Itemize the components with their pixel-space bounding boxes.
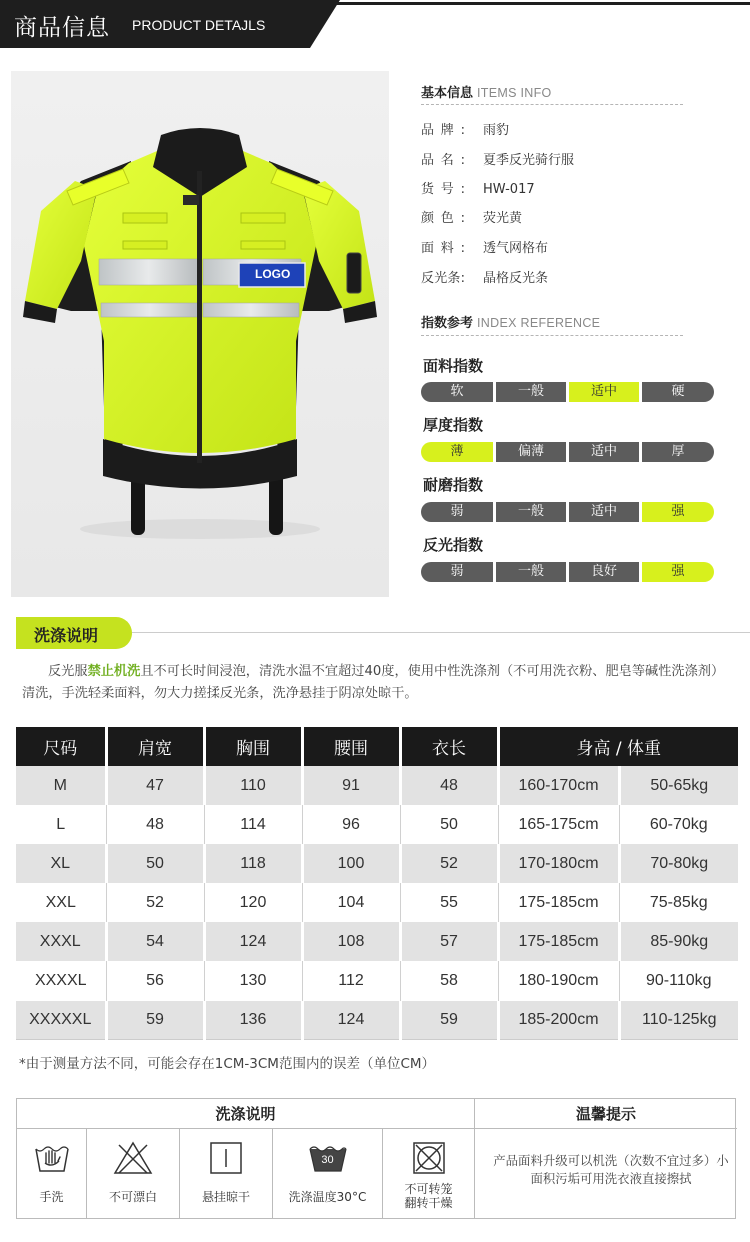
care-item-label: 手洗 [39,1190,64,1204]
table-cell: 58 [400,961,498,1000]
table-cell: 75-85kg [619,883,738,922]
table-cell: 96 [302,805,400,844]
index-option-selected: 适中 [569,382,639,402]
header-size: 尺码 [16,727,106,766]
care-item-label-line2: 翻转干燥 [404,1196,453,1210]
index-option: 适中 [569,502,639,522]
table-cell: 59 [400,1001,498,1040]
table-cell: 185-200cm [498,1001,619,1040]
index-option: 弱 [421,562,493,582]
index-reference-divider [421,335,683,336]
table-cell: 47 [106,766,204,805]
line-dry-icon [209,1141,243,1175]
washing-text-after: 且不可长时间浸泡，清洗水温不宜超过40度，使用中性洗涤剂（不可用洗衣粉、肥皂等碱性洗涤剂）清洗，手洗轻柔面料，勿大力搓揉反光条，洗净悬挂于阴凉处晾干。 [22,664,725,701]
page-title: 商品信息 [14,15,110,41]
info-value: HW-017 [483,182,535,197]
table-cell: 108 [302,922,400,961]
no-bleach-icon [113,1141,153,1175]
table-cell: 70-80kg [619,844,738,883]
table-cell: 118 [204,844,302,883]
page-header [0,0,750,48]
hand-wash-icon [34,1141,70,1175]
index-option-selected: 强 [642,502,714,522]
table-cell: 90-110kg [619,961,738,1000]
info-value: 晶格反光条 [483,271,549,286]
table-cell: 130 [204,961,302,1000]
info-value: 透气网格布 [483,241,549,256]
table-cell: 59 [106,1001,204,1040]
table-cell: L [16,805,106,844]
table-cell: 160-170cm [498,766,619,805]
index-reference-title: 指数参考 [421,316,474,331]
care-item-no-bleach [87,1129,180,1218]
info-row-reflective [421,267,548,286]
table-cell: 56 [106,961,204,1000]
info-row-color [421,207,522,226]
table-cell: 124 [302,1001,400,1040]
page-subtitle: PRODUCT DETAJLS [132,17,266,33]
index-option: 一般 [496,382,566,402]
care-tip-text: 产品面料升级可以机洗（次数不宜过多）小面积污垢可用洗衣液直接擦拭 [493,1153,729,1186]
table-cell: 120 [204,883,302,922]
index-option: 硬 [642,382,714,402]
table-cell: 50 [400,805,498,844]
measurement-note: *由于测量方法不同，可能会存在1CM-3CM范围内的误差（单位CM） [19,1056,436,1072]
info-value: 夏季反光骑行服 [483,153,575,168]
washing-divider [132,632,750,633]
header-chest: 胸围 [204,727,302,766]
care-item-hand-wash [17,1129,87,1218]
index-bar-thickness [421,442,719,462]
basic-info-heading [421,82,552,101]
table-cell: 50-65kg [619,766,738,805]
info-key: 品牌: [421,123,465,138]
table-cell: 91 [302,766,400,805]
table-row [16,883,738,922]
table-cell: 52 [400,844,498,883]
index-bar-reflective [421,562,719,582]
care-table [16,1098,736,1219]
logo-patch-text: LOGO [255,267,291,281]
care-item-label: 悬挂晾干 [201,1190,250,1204]
washing-text [22,661,734,705]
table-cell: 54 [106,922,204,961]
index-reference-title-en: INDEX REFERENCE [477,316,601,330]
table-row [16,922,738,961]
table-row [16,844,738,883]
table-cell: 57 [400,922,498,961]
index-option: 软 [421,382,493,402]
table-cell: 48 [400,766,498,805]
index-option: 弱 [421,502,493,522]
care-item-line-dry [180,1129,273,1218]
index-option: 厚 [642,442,714,462]
table-cell: 165-175cm [498,805,619,844]
care-item-label: 不可转笼 [404,1182,453,1196]
info-key: 反光条: [421,271,465,286]
index-option: 一般 [496,502,566,522]
table-cell: M [16,766,106,805]
header-length: 衣长 [400,727,498,766]
product-image [11,71,389,597]
basic-info-title-en: ITEMS INFO [477,86,552,100]
table-row [16,805,738,844]
index-group-title: 耐磨指数 [423,476,484,494]
index-option: 适中 [569,442,639,462]
washing-title: 洗涤说明 [34,626,99,645]
info-row-sku [421,178,535,197]
care-item-wash-temp [273,1129,383,1218]
care-item-no-tumble [383,1129,475,1218]
header-divider [310,2,750,5]
index-bar-wear [421,502,719,522]
info-key: 品名: [421,153,465,168]
table-cell: 114 [204,805,302,844]
care-tips-title: 温馨提示 [475,1099,737,1129]
table-cell: XXXXXL [16,1001,106,1040]
table-cell: 110 [204,766,302,805]
care-item-label: 不可漂白 [108,1190,157,1204]
care-wash-title: 洗涤说明 [17,1099,475,1129]
table-cell: 175-185cm [498,883,619,922]
index-option-selected: 强 [642,562,714,582]
index-option: 偏薄 [496,442,566,462]
info-key: 货号: [421,182,465,197]
care-item-label: 洗涤温度30°C [288,1190,367,1204]
info-key: 颜色: [421,211,465,226]
table-cell: XXXXL [16,961,106,1000]
size-table-header [16,727,738,766]
washing-text-highlight: 禁止机洗 [87,664,141,679]
table-cell: XXXL [16,922,106,961]
table-cell: 124 [204,922,302,961]
info-value: 雨豹 [483,123,510,138]
size-table [16,727,738,1040]
index-option: 一般 [496,562,566,582]
basic-info-divider [421,104,683,105]
table-cell: 100 [302,844,400,883]
table-cell: 60-70kg [619,805,738,844]
table-row [16,1001,738,1040]
index-reference-heading [421,312,600,331]
header-waist: 腰围 [302,727,400,766]
table-cell: 175-185cm [498,922,619,961]
table-cell: 50 [106,844,204,883]
info-key: 面料: [421,241,465,256]
info-value: 荧光黄 [483,211,523,226]
table-row [16,961,738,1000]
table-cell: 110-125kg [619,1001,738,1040]
wash-temp-number: 30 [321,1154,334,1166]
index-bar-fabric [421,382,719,402]
table-cell: 104 [302,883,400,922]
info-row-name [421,149,574,168]
index-option-selected: 薄 [421,442,493,462]
table-cell: 52 [106,883,204,922]
index-group-title: 面料指数 [423,357,484,375]
table-cell: 48 [106,805,204,844]
index-group-title: 厚度指数 [423,416,484,434]
washing-text-before: 反光服 [48,664,88,679]
index-option: 良好 [569,562,639,582]
table-cell: 85-90kg [619,922,738,961]
table-cell: XL [16,844,106,883]
header-height-weight: 身高 / 体重 [498,727,738,766]
table-cell: XXL [16,883,106,922]
info-row-brand [421,119,509,138]
table-cell: 180-190cm [498,961,619,1000]
header-shoulder: 肩宽 [106,727,204,766]
index-group-title: 反光指数 [423,536,484,554]
table-cell: 136 [204,1001,302,1040]
size-table-body [16,766,738,1040]
no-tumble-dry-icon [412,1141,446,1175]
table-cell: 170-180cm [498,844,619,883]
info-row-fabric [421,237,548,256]
table-cell: 112 [302,961,400,1000]
table-row [16,766,738,805]
table-cell: 55 [400,883,498,922]
basic-info-title: 基本信息 [421,86,474,101]
